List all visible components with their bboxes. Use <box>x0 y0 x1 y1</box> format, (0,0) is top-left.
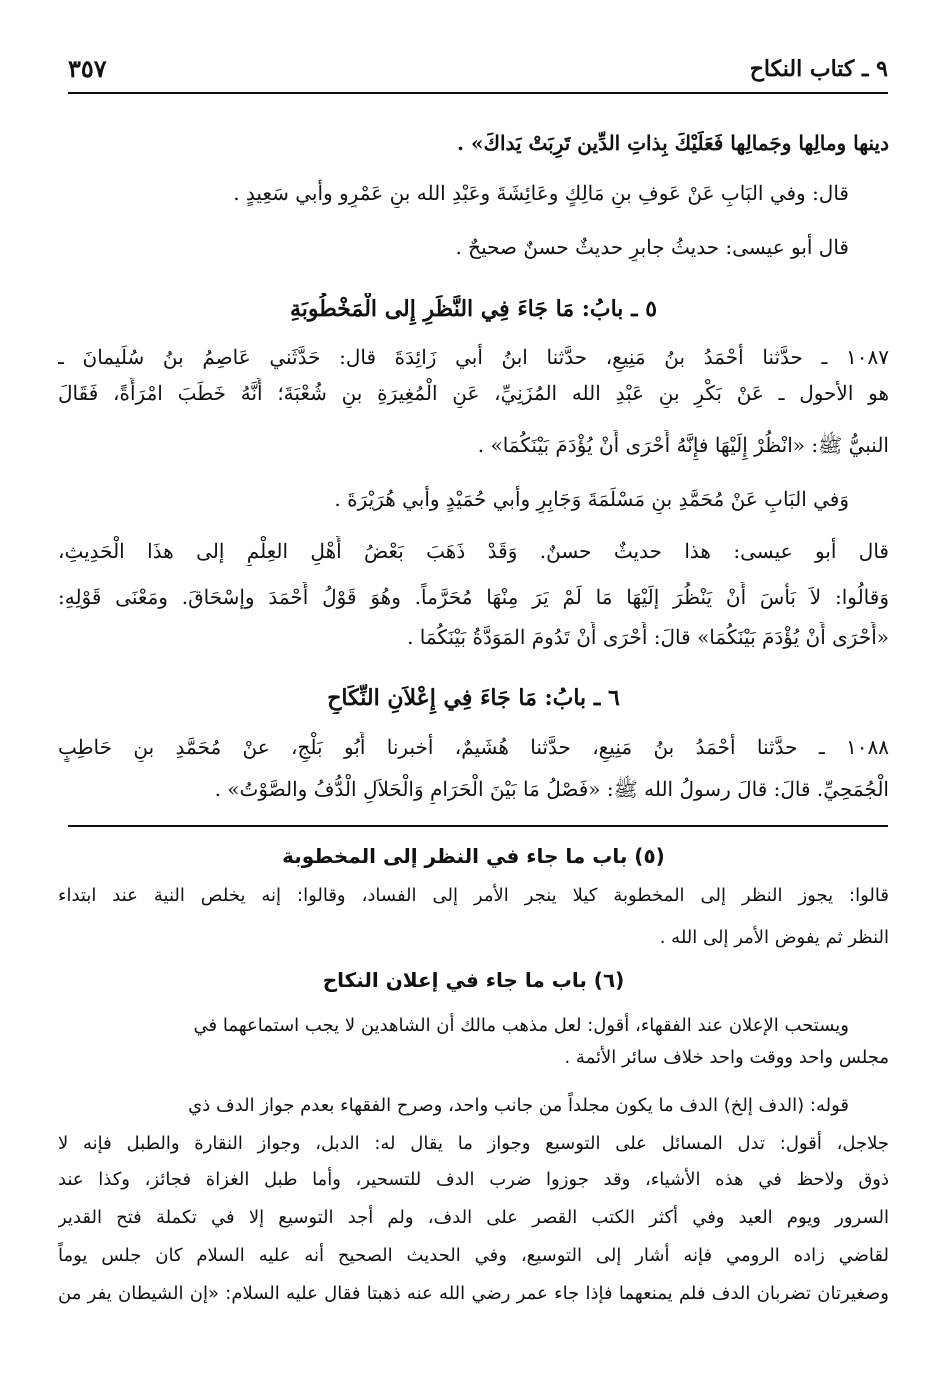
hadith-text-line: الْجُمَحِيِّ. قالَ: قالَ رسولُ الله ﷺ: «فَصْلُ مَا بَيْنَ الْحَرَامِ وَالْحَلاَلِ الْدُّفُ والصَّوْتُ» . <box>214 777 889 801</box>
hadith-text-line: وَفي البَابِ عَنْ مُحَمَّدِ بنِ مَسْلَمَةَ وَجَابِرٍ وأبي حُمَيْدٍ وأبي هُرَيْرَةَ . <box>334 487 849 511</box>
commentary-heading-6: (٦) باب ما جاء في إعلان النكاح <box>322 968 625 992</box>
commentary-line: قالوا: يجوز النظر إلى المخطوبة كيلا ينجر الأمر إلى الفساد، وقالوا: إنه يخلص النية عند ابتداء <box>58 885 889 906</box>
commentary-line: جلاجل، أقول: تدل المسائل على التوسيع وجواز ما يقال له: الدبل، وجواز النقارة والطبل فإنه لا <box>58 1133 889 1154</box>
hadith-text-line: قال: وفي البَابِ عَنْ عَوفِ بنِ مَالِكٍ وعَائِشَةَ وعَبْدِ الله بنِ عَمْرٍو وأبي سَعِيدٍ . <box>233 181 849 205</box>
page-header <box>68 52 888 94</box>
hadith-text-line: ١٠٨٨ ـ حدَّثنا أحْمَدُ بنُ مَنِيعٍ، حدَّثنا هُشَيمٌ، أخبرنا أَبُو بَلْجٍ، عنْ مُحَمَّدِ بنِ حَاطِبٍ <box>58 735 889 759</box>
commentary-line: السرور ويوم العيد وفي أكثر الكتب القصر على الدف، ولم أجد التوسيع إلا في تكملة فتح القدير <box>58 1207 889 1228</box>
hadith-text-line: هو الأحول ـ عَنْ بَكْرِ بنِ عَبْدِ الله المُزَنِيِّ، عَنِ الْمُغِيرَةِ بنِ شُعْبَةَ؛ أَنَّهُ خَطَبَ امْرَأَةً، فَقَالَ <box>58 381 889 405</box>
chapter-title: ٩ ـ كتاب النكاح <box>749 56 888 82</box>
page-number: ٣٥٧ <box>68 54 107 83</box>
hadith-text-line: «أَحْرَى أَنْ يُؤْدَمَ بَيْنَكُمَا» قالَ: أَحْرَى أَنْ تَدُومَ المَوَدَّةُ بَيْنَكُمَا . <box>407 625 889 649</box>
chapter-heading-5: ٥ ـ بابُ: مَا جَاءَ فِي النَّظَرِ إِلى الْمَخْطُوبَةِ <box>289 296 658 322</box>
hadith-text-line: ١٠٨٧ ـ حدَّثنا أحْمَدُ بنُ مَنِيعٍ، حدَّثنا ابنُ أبي زَائِدَةَ قال: حَدَّثَني عَاصِمُ بنُ سُلَيمانَ ـ <box>58 345 889 369</box>
hadith-text-line: النبيُّ ﷺ: «انْظُرْ إِلَيْهَا فإِنَّهُ أَحْرَى أَنْ يُؤْدَمَ بَيْنَكُمَا» . <box>477 433 889 457</box>
commentary-line: لقاضي زاده الرومي فإنه أشار إلى التوسيع، وفي الحديث الصحيح أنه عليه السلام كان جلس يوماً <box>58 1245 889 1266</box>
chapter-heading-6: ٦ ـ بابُ: مَا جَاءَ فِي إِعْلاَنِ النِّكَاحِ <box>327 685 620 711</box>
hadith-text-line: دينها ومالِها وجَمالِها فَعَلَيْكَ بِذاتِ الدِّين تَرِبَتْ يَداكَ» . <box>457 131 889 155</box>
commentary-line: مجلس واحد ووقت واحد خلاف سائر الأئمة . <box>564 1047 889 1068</box>
footnote-divider <box>68 825 888 827</box>
commentary-line: النظر ثم يفوض الأمر إلى الله . <box>659 927 889 948</box>
hadith-text-line: قال أبو عيسى: هذا حديثٌ حسنٌ. وَقَدْ ذَهَبَ بَعْضُ أَهْلِ العِلْمِ إلى هذَا الْحَدِيثِ، <box>58 539 889 563</box>
commentary-line: ذوق ولاحظ في هذه الأشياء، وقد جوزوا ضرب الدف للتسحير، وأما طبل الغزاة فجائز، وكذا عند <box>58 1169 889 1190</box>
commentary-heading-5: (٥) باب ما جاء في النظر إلى المخطوبة <box>282 844 665 868</box>
hadith-text-line: وَقالُوا: لاَ بَأْسَ أَنْ يَنْظُرَ إلَيْهَا مَا لَمْ يَرَ مِنْهَا مُحَرَّماً. وهُوَ قَوْلُ أَحْمَدَ وإسْحَاقَ. ومَعْنَى قَوْلِهِ: <box>58 585 889 609</box>
commentary-line: ويستحب الإعلان عند الفقهاء، أقول: لعل مذهب مالك أن الشاهدين لا يجب استماعهما في <box>193 1015 849 1036</box>
commentary-line: قوله: (الدف إلخ) الدف ما يكون مجلداً من جانب واحد، وصرح الفقهاء بعدم جواز الدف ذي <box>188 1095 849 1116</box>
hadith-text-line: قال أبو عيسى: حديثُ جابرٍ حديثٌ حسنٌ صحيحٌ . <box>455 235 849 259</box>
commentary-line: وصغيرتان تضربان الدف فلم يمنعهما فإذا جاء عمر رضي الله عنه ذهبتا فقال عليه السلام: «إن الشيطان يفر من <box>58 1283 889 1304</box>
